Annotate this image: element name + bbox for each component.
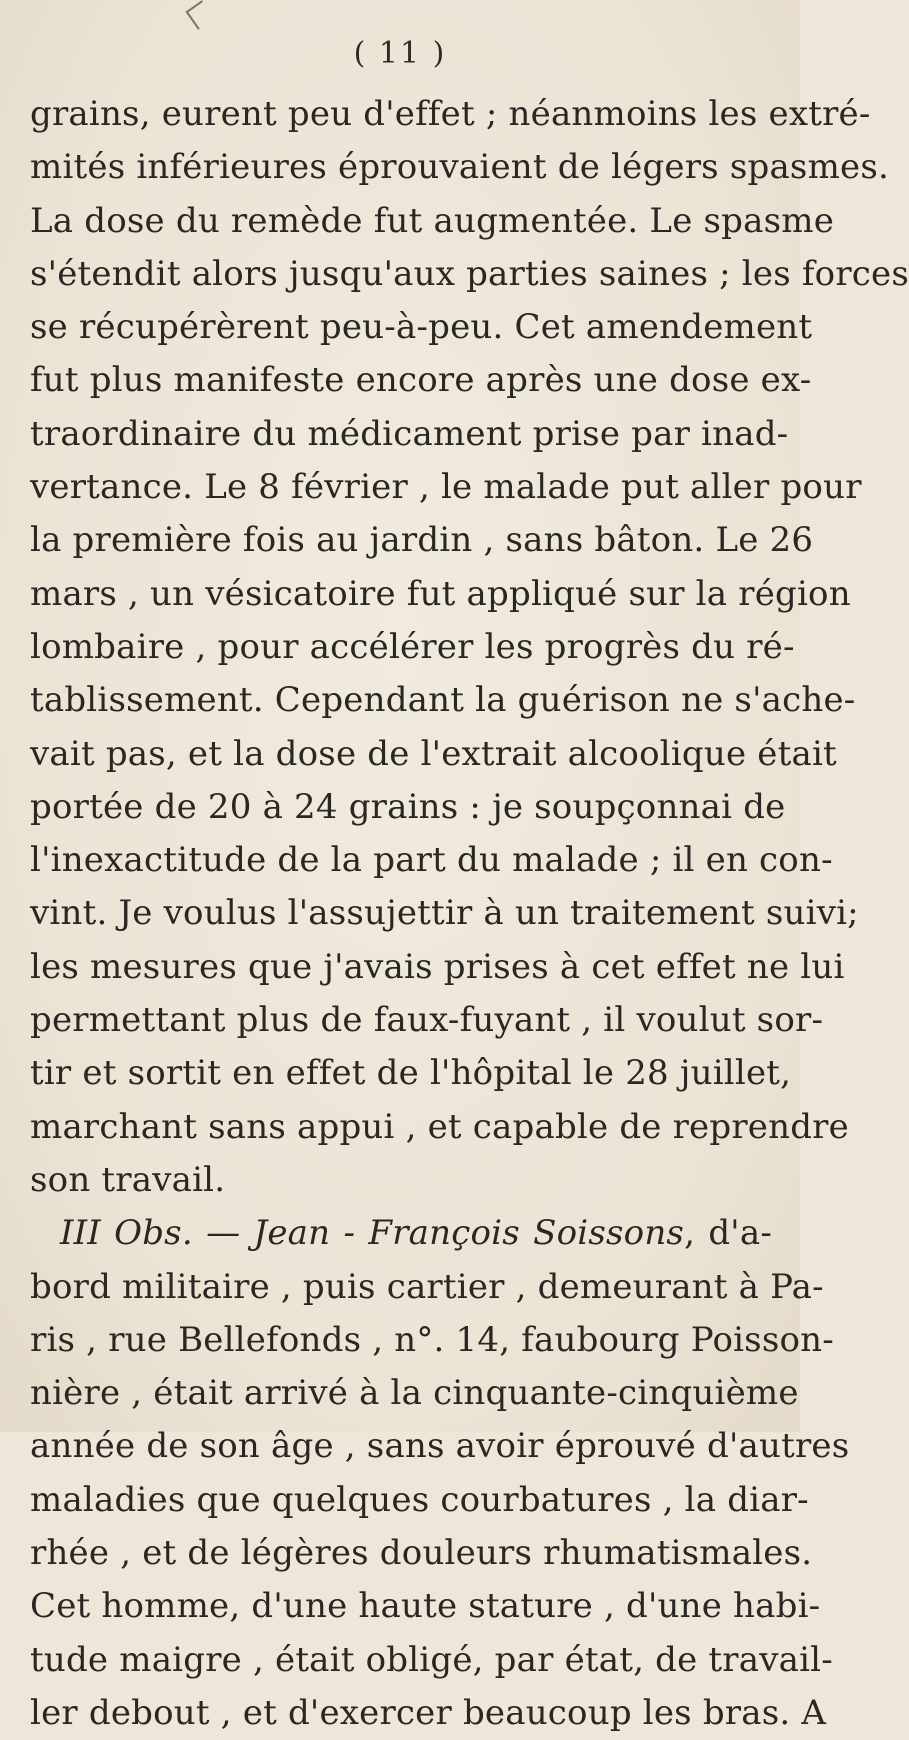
text-line: portée de 20 à 24 grains : je soupçonnai de: [30, 786, 786, 827]
text-line: permettant plus de faux-fuyant , il voulut sor-: [30, 1000, 824, 1041]
text-line: vint. Je voulus l'assujettir à un traitement suivi;: [30, 893, 859, 934]
text-line: se récupérèrent peu-à-peu. Cet amendement: [30, 307, 813, 348]
text-line: les mesures que j'avais prises à cet effet ne lui: [30, 946, 845, 987]
text-line: année de son âge , sans avoir éprouvé d'autres: [30, 1426, 850, 1467]
text-line: vait pas, et la dose de l'extrait alcoolique était: [30, 733, 837, 774]
text-line: ris , rue Bellefonds , n°. 14, faubourg Poisson-: [30, 1319, 834, 1360]
text-line: Cet homme, d'une haute stature , d'une habi-: [30, 1586, 821, 1627]
observation-heading-rest: , d'a-: [684, 1213, 773, 1254]
text-line: tir et sortit en effet de l'hôpital le 28 juillet,: [30, 1053, 792, 1094]
text-line: mars , un vésicatoire fut appliqué sur la région: [30, 573, 851, 614]
text-line: s'étendit alors jusqu'aux parties saines ; les forces: [30, 253, 909, 294]
observation-heading: III Obs. — Jean - François Soissons: [60, 1213, 685, 1254]
text-line: nière , était arrivé à la cinquante-cinquième: [30, 1373, 799, 1414]
text-line: vertance. Le 8 février , le malade put aller pour: [30, 467, 862, 508]
text-line: son travail.: [30, 1159, 226, 1200]
text-line: mités inférieures éprouvaient de légers spasmes.: [30, 147, 889, 188]
text-line: bord militaire , puis cartier , demeurant à Pa-: [30, 1266, 824, 1307]
text-line: la première fois au jardin , sans bâton. Le 26: [30, 520, 814, 561]
text-line: marchant sans appui , et capable de reprendre: [30, 1106, 849, 1147]
text-line: rhée , et de légères douleurs rhumatismales.: [30, 1533, 813, 1574]
text-line: fut plus manifeste encore après une dose ex-: [30, 360, 812, 401]
text-line: l'inexactitude de la part du malade ; il en con-: [30, 840, 833, 881]
ink-mark: [185, 0, 214, 29]
text-line: ler debout , et d'exercer beaucoup les bras. A: [30, 1692, 827, 1733]
text-line: lombaire , pour accélérer les progrès du ré-: [30, 626, 795, 667]
text-line: tude maigre , était obligé, par état, de travail-: [30, 1639, 833, 1680]
page-number: ( 11 ): [353, 36, 447, 71]
text-line: traordinaire du médicament prise par inad-: [30, 413, 789, 454]
text-line: maladies que quelques courbatures , la diar-: [30, 1479, 809, 1520]
text-line: grains, eurent peu d'effet ; néanmoins les extré-: [30, 94, 871, 134]
text-line: La dose du remède fut augmentée. Le spasme: [30, 200, 835, 241]
body-text: [30, 88, 909, 1740]
observation-heading-line: [30, 1207, 772, 1260]
text-line: tablissement. Cependant la guérison ne s'ache-: [30, 680, 856, 721]
